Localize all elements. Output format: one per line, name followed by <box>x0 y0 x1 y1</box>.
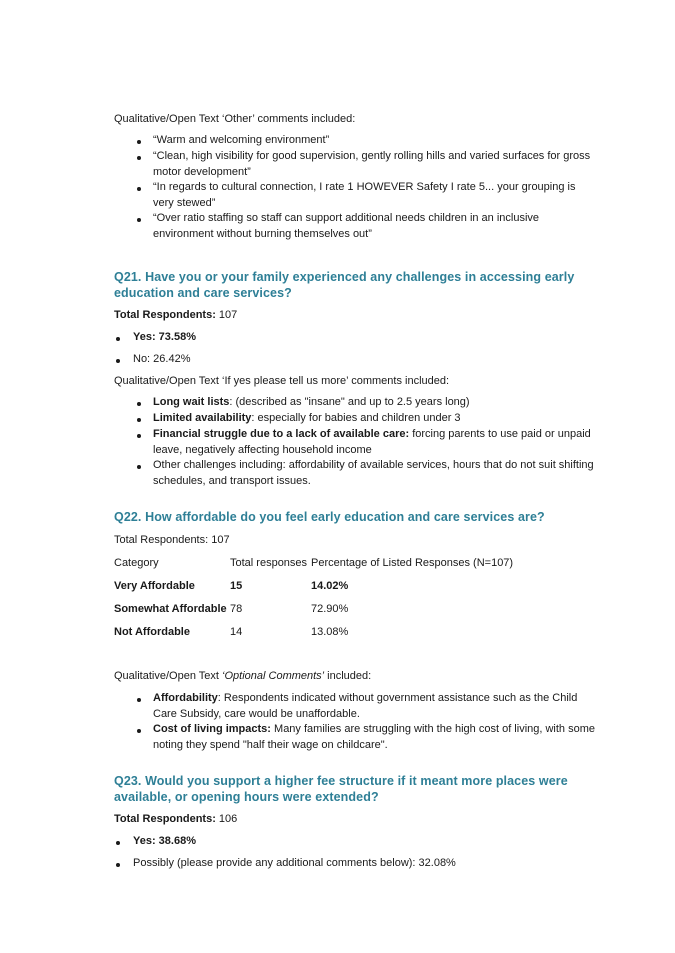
comment-text: : especially for babies and children under 3 <box>251 412 461 424</box>
bullet <box>137 140 141 144</box>
q21-comment <box>153 458 598 489</box>
q22-comment <box>153 722 598 753</box>
comment-bold: Long wait lists <box>153 396 230 408</box>
table-cell: Somewhat Affordable <box>114 603 227 615</box>
bullet <box>116 863 120 867</box>
q21-comment <box>153 395 598 411</box>
q22-comment <box>153 691 598 722</box>
comment-text: Many families are struggling with the high cost of living, with some noting they spend "half their wage on childcare". <box>153 723 596 751</box>
q22-respondents: Total Respondents: 107 <box>114 534 230 546</box>
table-cell: 72.90% <box>311 603 349 615</box>
bullet <box>137 156 141 160</box>
comment-bold: Affordability <box>153 692 218 704</box>
comment-bold: Cost of living impacts: <box>153 723 271 735</box>
q21-answer-no: No: 26.42% <box>133 353 191 365</box>
table-cell: 14 <box>230 626 243 638</box>
q21-comment <box>153 427 598 458</box>
bullet <box>137 418 141 422</box>
bullet <box>137 434 141 438</box>
other-comment-item: “Clean, high visibility for good supervision, gently rolling hills and varied surfaces for gross motor development” <box>153 150 591 178</box>
bullet <box>137 698 141 702</box>
respondents-value: 107 <box>218 309 238 321</box>
intro-prefix: Qualitative/Open Text <box>114 670 223 682</box>
other-comment-item: “Over ratio staffing so staff can support additional needs children in an inclusive environment without burning themselves out” <box>153 212 540 240</box>
table-cell: 13.08% <box>311 626 349 638</box>
q21-comment <box>153 411 598 427</box>
bullet <box>137 187 141 191</box>
q21-heading: Q21. Have you or your family experienced any challenges in accessing early education and care services? <box>114 270 575 300</box>
q23-answer-possibly: Possibly (please provide any additional comments below): 32.08% <box>133 857 456 869</box>
q22-comments-intro <box>114 669 594 685</box>
q21-respondents <box>114 308 594 324</box>
comment-text: forcing parents to use paid or unpaid leave, negatively affecting household income <box>153 428 591 456</box>
bullet <box>137 729 141 733</box>
other-comments-intro: Qualitative/Open Text ‘Other’ comments included: <box>114 113 356 125</box>
comment-text: Other challenges including: affordability of available services, hours that do not suit shifting schedules, and transport issues. <box>153 459 594 487</box>
table-cell: 14.02% <box>311 580 349 592</box>
q23-heading: Q23. Would you support a higher fee structure if it meant more places were available, or opening hours were extended? <box>114 774 568 804</box>
bullet <box>116 841 120 845</box>
respondents-value: 106 <box>218 813 238 825</box>
table-header: Total responses <box>230 557 308 569</box>
respondents-label: Total Respondents: <box>114 813 216 825</box>
table-header: Percentage of Listed Responses (N=107) <box>311 557 514 569</box>
bullet <box>137 402 141 406</box>
respondents-label: Total Respondents: <box>114 309 216 321</box>
table-cell: Not Affordable <box>114 626 190 638</box>
other-comment-item: “Warm and welcoming environment” <box>153 134 330 146</box>
q21-comments-intro: Qualitative/Open Text ‘If yes please tell us more’ comments included: <box>114 375 450 387</box>
comment-text: : (described as "insane" and up to 2.5 years long) <box>229 396 470 408</box>
table-cell: 78 <box>230 603 243 615</box>
bullet <box>116 359 120 363</box>
bullet <box>137 218 141 222</box>
bullet <box>137 465 141 469</box>
table-cell: 15 <box>230 580 243 592</box>
q22-heading: Q22. How affordable do you feel early education and care services are? <box>114 510 545 524</box>
comment-bold: Limited availability <box>153 412 252 424</box>
comment-bold: Financial struggle due to a lack of available care: <box>153 428 410 440</box>
q23-respondents <box>114 812 594 828</box>
q23-answer-yes: Yes: 38.68% <box>133 835 196 847</box>
comment-text: : Respondents indicated without government assistance such as the Child Care Subsidy, care would be unaffordable. <box>153 692 578 720</box>
q21-answer-yes: Yes: 73.58% <box>133 331 196 343</box>
table-cell: Very Affordable <box>114 580 195 592</box>
intro-italic: ‘Optional Comments’ <box>222 670 325 682</box>
intro-suffix: included: <box>324 670 372 682</box>
bullet <box>116 337 120 341</box>
other-comment-item: “In regards to cultural connection, I rate 1 HOWEVER Safety I rate 5... your grouping is very stewed” <box>153 181 576 209</box>
table-header: Category <box>114 557 159 569</box>
